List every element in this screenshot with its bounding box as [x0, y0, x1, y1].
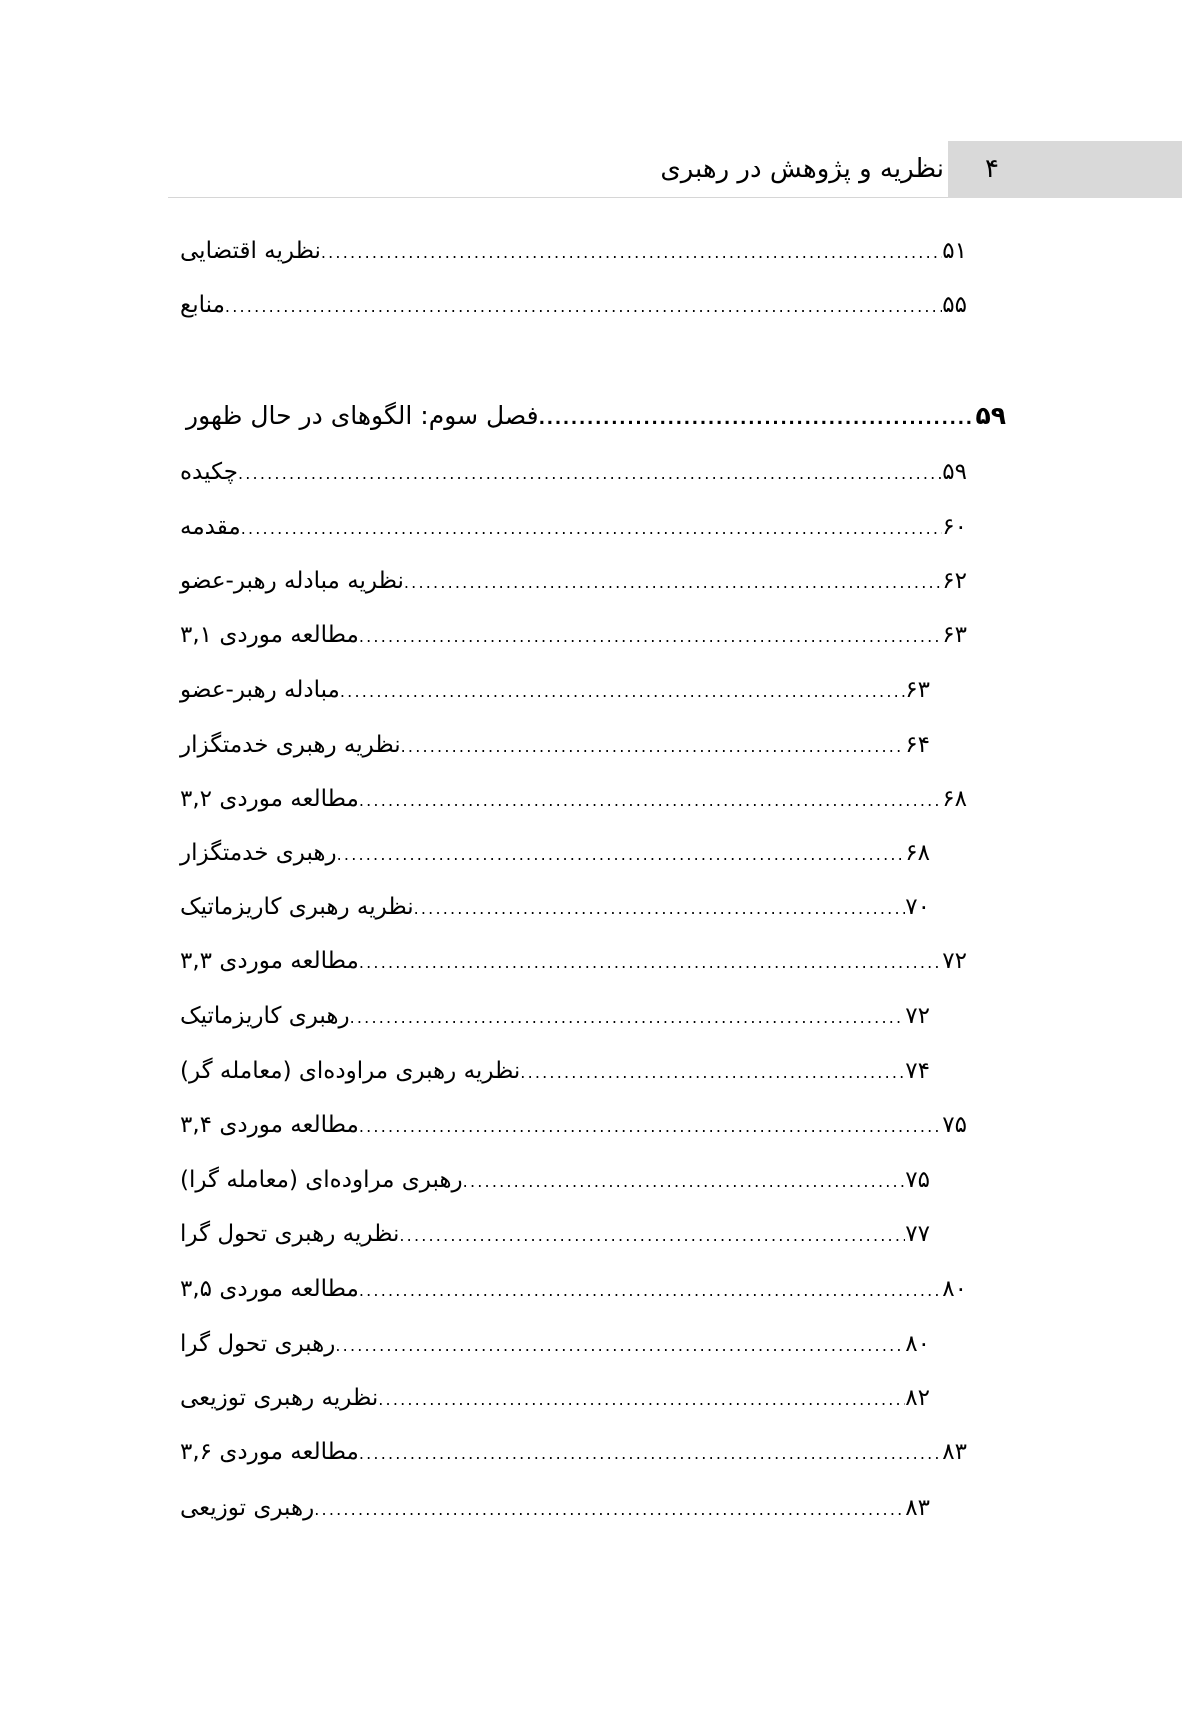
- toc-entry[interactable]: [174, 779, 969, 819]
- toc-entry-page: ۵۱: [942, 238, 967, 264]
- toc-leader-dots: [359, 617, 942, 657]
- toc-entry-page: ۷۰: [905, 894, 930, 920]
- toc-entry-title: نظریه اقتضایی: [180, 238, 321, 264]
- toc-entry-title: نظریه رهبری خدمتگزار: [180, 732, 401, 758]
- toc-entry[interactable]: [174, 1214, 932, 1254]
- toc-entry-title: رهبری مراوده‌ای (معامله گرا): [180, 1167, 463, 1193]
- toc-entry[interactable]: [174, 285, 969, 325]
- toc-entry-page: ۷۲: [905, 1003, 930, 1029]
- toc-entry-page: ۶۴: [905, 732, 930, 758]
- toc-entry-title: نظریه رهبری توزیعی: [180, 1385, 379, 1411]
- toc-leader-dots: [335, 1326, 905, 1366]
- toc-entry-title: مقدمه: [180, 514, 241, 540]
- toc-entry[interactable]: [174, 1488, 932, 1528]
- toc-entry[interactable]: [174, 1160, 932, 1200]
- toc-entry-title: رهبری خدمتگزار: [180, 840, 337, 866]
- toc-entry[interactable]: [174, 561, 969, 601]
- toc-leader-dots: [238, 454, 942, 494]
- toc-entry[interactable]: [174, 507, 969, 547]
- toc-entry-page: ۷۵: [905, 1167, 930, 1193]
- toc-leader-dots: [359, 1107, 942, 1147]
- toc-leader-dots: [350, 998, 906, 1038]
- toc-entry-page: ۸۳: [905, 1495, 930, 1521]
- toc-leader-dots: [241, 509, 943, 549]
- toc-leader-dots: [399, 1216, 905, 1256]
- toc-leader-dots: [404, 563, 942, 603]
- toc-entry-title: مطالعه موردی ۳,۴: [180, 1112, 359, 1138]
- toc-entry[interactable]: [174, 941, 969, 981]
- toc-entry-page: ۷۲: [942, 948, 967, 974]
- toc-entry-title: نظریه رهبری کاریزماتیک: [180, 894, 414, 920]
- toc-entry-page: ۸۰: [905, 1331, 930, 1357]
- toc-leader-dots: [359, 1434, 942, 1474]
- toc-entry[interactable]: [174, 452, 969, 492]
- toc-entry-page: ۶۸: [905, 840, 930, 866]
- toc-entry-page: ۷۴: [905, 1058, 930, 1084]
- toc-entry-page: ۶۰: [942, 514, 967, 540]
- toc-entry[interactable]: [174, 670, 932, 710]
- toc-entry[interactable]: [174, 231, 969, 271]
- toc-entry-page: ۵۹: [975, 401, 1006, 430]
- toc-leader-dots: [359, 943, 942, 983]
- toc-leader-dots: [401, 727, 906, 767]
- toc-leader-dots: [520, 1053, 905, 1093]
- toc-entry[interactable]: [174, 887, 932, 927]
- toc-leader-dots: [539, 399, 976, 439]
- toc-entry[interactable]: [174, 1432, 969, 1472]
- toc-entry[interactable]: [174, 1324, 932, 1364]
- toc-entry-title: مطالعه موردی ۳,۵: [180, 1276, 359, 1302]
- toc-entry[interactable]: [174, 1378, 932, 1418]
- toc-leader-dots: [359, 1271, 942, 1311]
- toc-entry-title: مطالعه موردی ۳,۲: [180, 786, 359, 812]
- toc-entry-title: مبادله رهبر-عضو: [180, 677, 340, 703]
- toc-entry-page: ۶۳: [905, 677, 930, 703]
- toc-leader-dots: [378, 1380, 905, 1420]
- toc-entry-title: مطالعه موردی ۳,۳: [180, 948, 359, 974]
- toc-entry-page: ۷۵: [942, 1112, 967, 1138]
- toc-entry[interactable]: [174, 1105, 969, 1145]
- toc-entry[interactable]: [174, 615, 969, 655]
- toc-leader-dots: [321, 233, 942, 273]
- toc-leader-dots: [340, 672, 905, 712]
- toc-entry-page: ۶۸: [942, 786, 967, 812]
- toc-entry[interactable]: [174, 1051, 932, 1091]
- toc-entry-title: رهبری کاریزماتیک: [180, 1003, 350, 1029]
- toc-entry-title: نظریه مبادله رهبر-عضو: [180, 568, 404, 594]
- toc-leader-dots: [314, 1490, 905, 1530]
- toc-chapter-heading[interactable]: [174, 396, 1008, 436]
- toc-entry[interactable]: [174, 833, 932, 873]
- toc-entry-title: فصل سوم: الگوهای در حال ظهور: [186, 401, 539, 430]
- toc-leader-dots: [463, 1162, 906, 1202]
- toc-entry-page: ۸۲: [905, 1385, 930, 1411]
- toc-entry-page: ۷۷: [905, 1221, 930, 1247]
- toc-entry-title: نظریه رهبری مراوده‌ای (معامله گر): [180, 1058, 521, 1084]
- toc-entry[interactable]: [174, 725, 932, 765]
- toc-leader-dots: [359, 781, 942, 821]
- toc-entry-title: نظریه رهبری تحول گرا: [180, 1221, 400, 1247]
- toc-leader-dots: [337, 835, 906, 875]
- toc-entry-page: ۸۳: [942, 1439, 967, 1465]
- toc-entry-title: رهبری تحول گرا: [180, 1331, 336, 1357]
- toc-entry-title: مطالعه موردی ۳,۶: [180, 1439, 359, 1465]
- toc-leader-dots: [414, 889, 906, 929]
- header-page-number: ۴: [985, 154, 999, 184]
- toc-entry[interactable]: [174, 1269, 969, 1309]
- header-divider: [168, 197, 948, 198]
- toc-entry-title: منابع: [180, 292, 225, 318]
- toc-entry-title: مطالعه موردی ۳,۱: [180, 622, 359, 648]
- toc-entry[interactable]: [174, 996, 932, 1036]
- toc-entry-title: رهبری توزیعی: [180, 1495, 315, 1521]
- toc-entry-page: ۶۳: [942, 622, 967, 648]
- toc-entry-page: ۶۲: [942, 568, 967, 594]
- toc-entry-title: چکیده: [180, 459, 238, 485]
- toc-leader-dots: [225, 287, 942, 327]
- toc-entry-page: ۸۰: [942, 1276, 967, 1302]
- header-book-title: نظریه و پژوهش در رهبری: [660, 154, 944, 184]
- toc-entry-page: ۵۵: [942, 292, 967, 318]
- toc-entry-page: ۵۹: [942, 459, 967, 485]
